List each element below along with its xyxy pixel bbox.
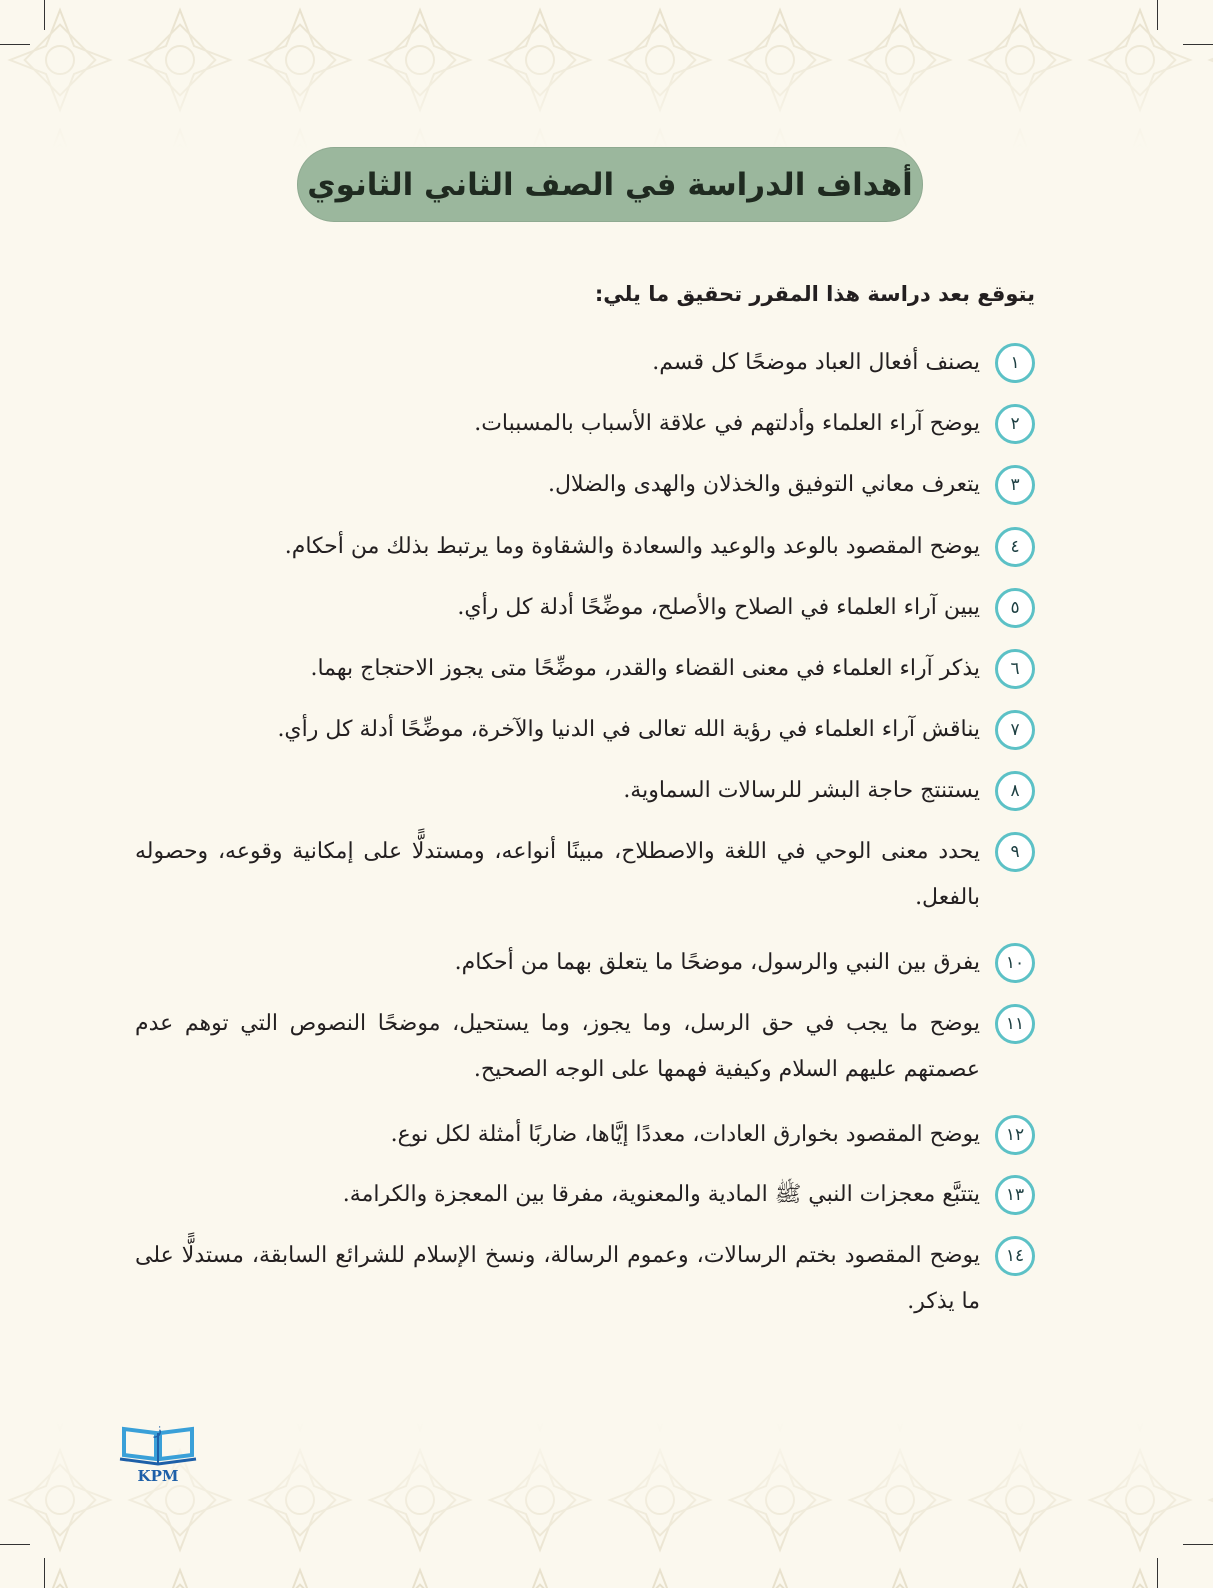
item-number: ١٠ bbox=[995, 943, 1035, 983]
crop-mark bbox=[1157, 0, 1158, 30]
item-number: ٩ bbox=[995, 832, 1035, 872]
page-title: أهداف الدراسة في الصف الثاني الثانوي bbox=[307, 166, 913, 203]
intro-text: يتوقع بعد دراسة هذا المقرر تحقيق ما يلي: bbox=[594, 282, 1035, 306]
item-text: يفرق بين النبي والرسول، موضحًا ما يتعلق بهما من أحكام. bbox=[454, 950, 980, 975]
item-text: يستنتج حاجة البشر للرسالات السماوية. bbox=[623, 778, 980, 803]
item-number: ١ bbox=[995, 343, 1035, 383]
item-number: ٥ bbox=[995, 588, 1035, 628]
item-number: ٣ bbox=[995, 465, 1035, 505]
crop-mark bbox=[1183, 44, 1213, 45]
crop-mark bbox=[44, 0, 45, 30]
item-text: يوضح المقصود بخوارق العادات، معددًا إيَّاها، ضاربًا أمثلة لكل نوع. bbox=[390, 1122, 980, 1147]
item-text: يوضح ما يجب في حق الرسل، وما يجوز، وما يستحيل، موضحًا النصوص التي توهم عدم عصمتهم عليهم السلام وكيفية فهمها على الوجه الصحيح. bbox=[135, 1011, 981, 1082]
item-number: ١٤ bbox=[995, 1236, 1035, 1276]
item-number: ٨ bbox=[995, 771, 1035, 811]
item-number: ٦ bbox=[995, 649, 1035, 689]
crop-mark bbox=[1183, 1544, 1213, 1545]
item-number: ٧ bbox=[995, 710, 1035, 750]
item-text: يحدد معنى الوحي في اللغة والاصطلاح، مبينًا أنواعه، ومستدلًّا على إمكانية وقوعه، وحصوله بالفعل. bbox=[135, 839, 980, 910]
item-number: ١٢ bbox=[995, 1115, 1035, 1155]
item-text: يذكر آراء العلماء في معنى القضاء والقدر، موضِّحًا متى يجوز الاحتجاج بهما. bbox=[310, 656, 980, 681]
publisher-name: KPM bbox=[137, 1467, 179, 1485]
item-text: يصنف أفعال العباد موضحًا كل قسم. bbox=[652, 350, 980, 375]
crop-mark bbox=[1157, 1558, 1158, 1588]
item-number: ١٣ bbox=[995, 1175, 1035, 1215]
item-text: يوضح آراء العلماء وأدلتهم في علاقة الأسباب بالمسببات. bbox=[474, 411, 980, 436]
item-text: يناقش آراء العلماء في رؤية الله تعالى في الدنيا والآخرة، موضِّحًا أدلة كل رأي. bbox=[277, 717, 980, 742]
item-text: يوضح المقصود بختم الرسالات، وعموم الرسالة، ونسخ الإسلام للشرائع السابقة، مستدلًّا على ما يذكر. bbox=[135, 1243, 980, 1314]
crop-mark bbox=[0, 44, 30, 45]
page-letter: ز bbox=[154, 1419, 162, 1438]
item-text: يوضح المقصود بالوعد والوعيد والسعادة والشقاوة وما يرتبط بذلك من أحكام. bbox=[284, 534, 980, 559]
publisher-logo bbox=[118, 1415, 198, 1495]
item-text: يتتبَّع معجزات النبي ﷺ المادية والمعنوية، مفرقا بين المعجزة والكرامة. bbox=[342, 1182, 980, 1207]
item-number: ١١ bbox=[995, 1004, 1035, 1044]
crop-mark bbox=[0, 1544, 30, 1545]
item-text: يتعرف معاني التوفيق والخذلان والهدى والضلال. bbox=[547, 472, 980, 497]
item-number: ٢ bbox=[995, 404, 1035, 444]
crop-mark bbox=[44, 1558, 45, 1588]
page-title-banner bbox=[298, 148, 922, 221]
item-number: ٤ bbox=[995, 527, 1035, 567]
item-text: يبين آراء العلماء في الصلاح والأصلح، موضِّحًا أدلة كل رأي. bbox=[457, 595, 980, 620]
